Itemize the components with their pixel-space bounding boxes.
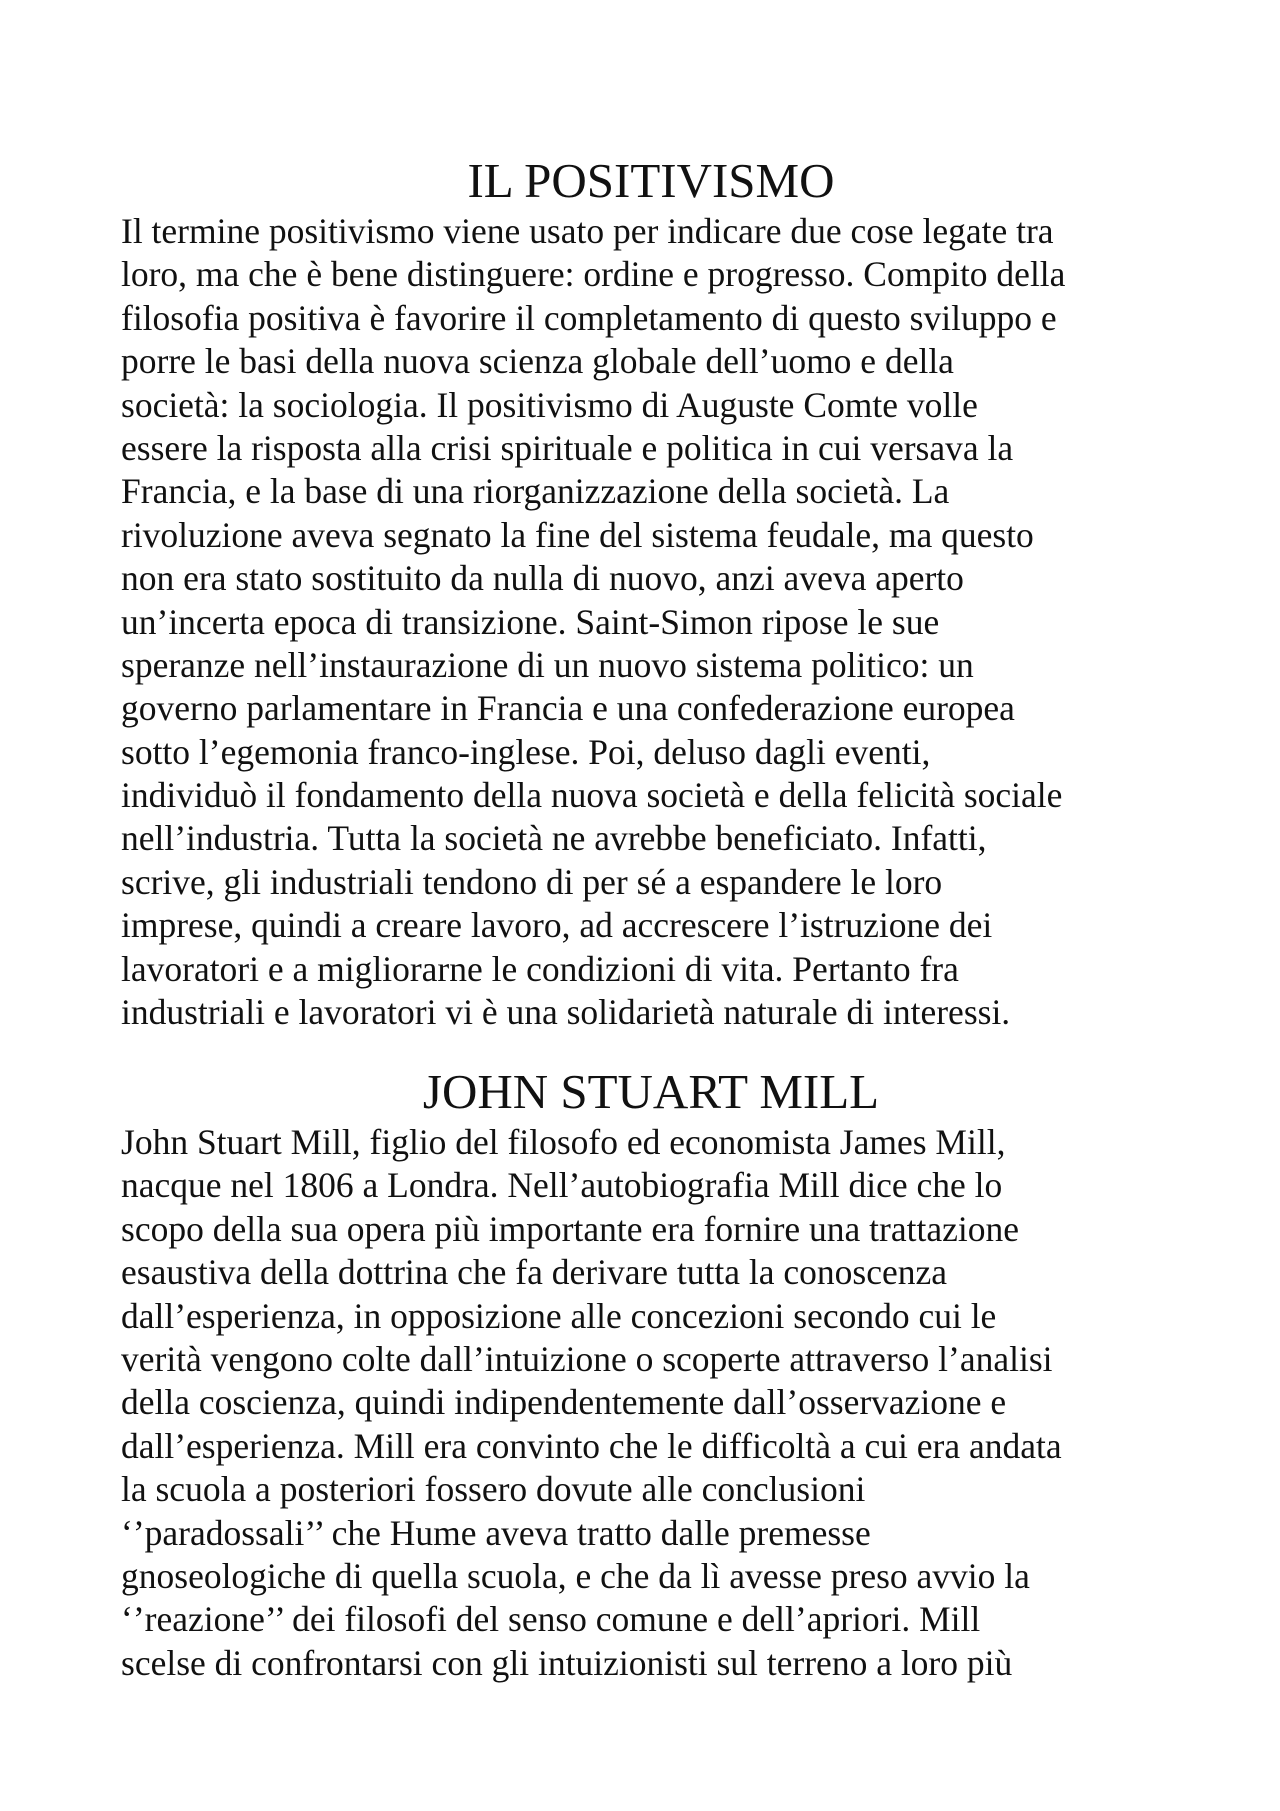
text-line: Il termine positivismo viene usato per indicare due cose legate tra <box>121 211 1054 251</box>
section-body <box>121 1121 1181 1685</box>
text-line: dall’esperienza, in opposizione alle concezioni secondo cui le <box>121 1295 997 1336</box>
text-line: nell’industria. Tutta la società ne avrebbe beneficiato. Infatti, <box>121 818 987 859</box>
section-john-stuart-mill <box>121 1063 1181 1685</box>
text-line: lavoratori e a migliorarne le condizioni di vita. Pertanto fra <box>121 948 959 989</box>
section-title: JOHN STUART MILL <box>422 1064 880 1119</box>
text-line: un’incerta epoca di transizione. Saint-Simon ripose le sue <box>121 601 940 642</box>
text-line: industriali e lavoratori vi è una solidarietà naturale di interessi. <box>121 992 1011 1033</box>
section-body <box>121 210 1181 1034</box>
text-line: ‘’paradossali’’ che Hume aveva tratto dalle premesse <box>121 1512 871 1553</box>
text-line: esaustiva della dottrina che fa derivare tutta la conoscenza <box>121 1252 947 1293</box>
text-line: imprese, quindi a creare lavoro, ad accrescere l’istruzione dei <box>121 905 993 946</box>
text-line: dall’esperienza. Mill era convinto che le difficoltà a cui era andata <box>121 1425 1062 1466</box>
section-positivismo <box>121 152 1181 1034</box>
text-line: non era stato sostituito da nulla di nuovo, anzi aveva aperto <box>121 558 964 599</box>
text-line: scrive, gli industriali tendono di per sé a espandere le loro <box>121 861 943 902</box>
text-line: la scuola a posteriori fossero dovute alle conclusioni <box>121 1469 866 1510</box>
text-line: verità vengono colte dall’intuizione o scoperte attraverso l’analisi <box>121 1338 1053 1379</box>
text-line: John Stuart Mill, figlio del filosofo ed economista James Mill, <box>121 1122 1006 1162</box>
text-line: essere la risposta alla crisi spirituale e politica in cui versava la <box>121 427 1014 468</box>
section-title: IL POSITIVISMO <box>467 153 835 208</box>
text-line: sotto l’egemonia franco-inglese. Poi, deluso dagli eventi, <box>121 731 931 772</box>
text-line: rivoluzione aveva segnato la fine del sistema feudale, ma questo <box>121 514 1034 555</box>
text-line: filosofia positiva è favorire il completamento di questo sviluppo e <box>121 297 1057 338</box>
text-line: nacque nel 1806 a Londra. Nell’autobiografia Mill dice che lo <box>121 1165 1003 1206</box>
text-line: governo parlamentare in Francia e una confederazione europea <box>121 688 1015 729</box>
text-line: individuò il fondamento della nuova società e della felicità sociale <box>121 775 1063 816</box>
text-line: loro, ma che è bene distinguere: ordine e progresso. Compito della <box>121 254 1066 295</box>
text-line: Francia, e la base di una riorganizzazione della società. La <box>121 471 950 512</box>
text-line: scopo della sua opera più importante era fornire una trattazione <box>121 1208 1019 1249</box>
text-line: porre le basi della nuova scienza globale dell’uomo e della <box>121 341 954 382</box>
text-line: ‘’reazione’’ dei filosofi del senso comune e dell’apriori. Mill <box>121 1599 981 1640</box>
text-line: scelse di confrontarsi con gli intuizionisti sul terreno a loro più <box>121 1642 1013 1683</box>
text-line: della coscienza, quindi indipendentemente dall’osservazione e <box>121 1382 1007 1423</box>
text-line: società: la sociologia. Il positivismo di Auguste Comte volle <box>121 384 978 425</box>
text-line: speranze nell’instaurazione di un nuovo sistema politico: un <box>121 644 974 685</box>
text-line: gnoseologiche di quella scuola, e che da lì avesse preso avvio la <box>121 1555 1030 1596</box>
